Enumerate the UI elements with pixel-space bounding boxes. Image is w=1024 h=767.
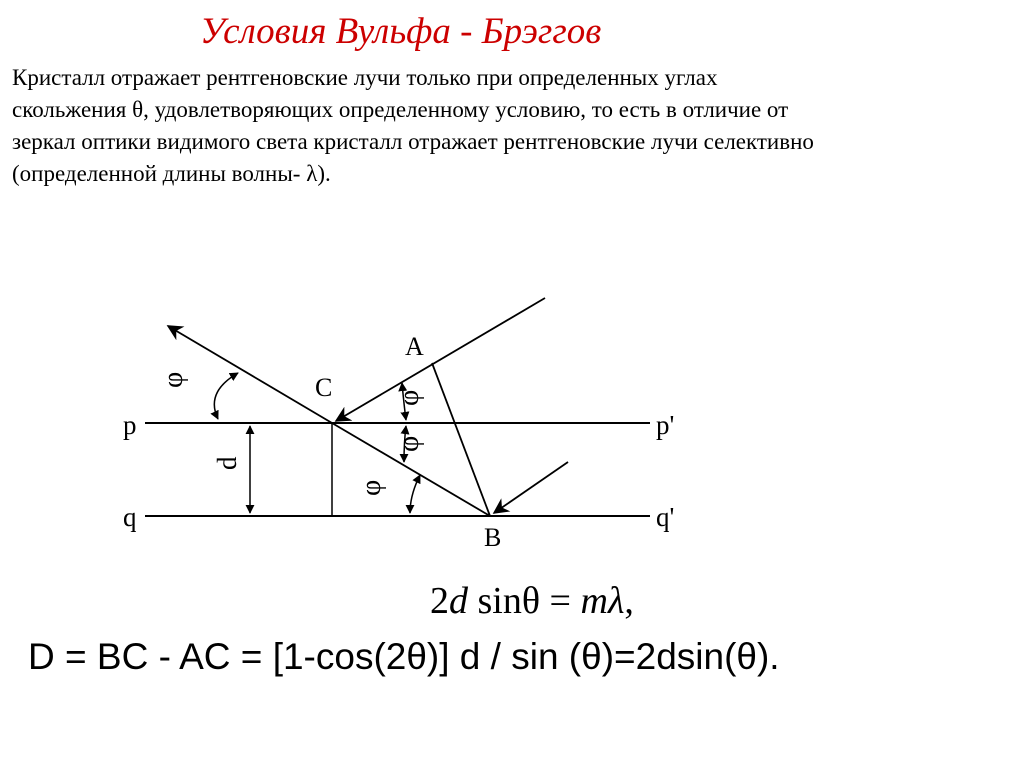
angle-label-lower: φ bbox=[356, 479, 387, 496]
description-line: скольжения θ, удовлетворяющих определенному условию, то есть в отличие от bbox=[12, 97, 789, 122]
incident-ray-c bbox=[336, 298, 545, 421]
angle-label-upper: φ bbox=[394, 389, 425, 406]
label-c: C bbox=[315, 373, 333, 402]
description-line: (определенной длины волны- λ). bbox=[12, 161, 331, 186]
bragg-m: m bbox=[580, 580, 608, 622]
angle-arc-lower bbox=[410, 475, 420, 513]
label-p-prime: p' bbox=[656, 410, 675, 440]
bragg-formula bbox=[430, 578, 634, 624]
bragg-d: d bbox=[449, 580, 468, 622]
reflected-ray-c bbox=[168, 326, 332, 423]
label-q-prime: q' bbox=[656, 502, 675, 532]
incident-ray-b bbox=[494, 462, 568, 513]
label-b: B bbox=[484, 523, 502, 552]
label-p: p bbox=[123, 410, 137, 440]
angle-label-left: φ bbox=[158, 371, 189, 388]
angle-arc-left bbox=[214, 373, 238, 419]
bragg-end: , bbox=[624, 580, 634, 622]
slide-title: Условия Вульфа - Брэггов bbox=[200, 11, 602, 52]
bragg-coef: 2 bbox=[430, 580, 449, 622]
label-q: q bbox=[123, 502, 137, 532]
ray-a-to-b bbox=[432, 363, 490, 516]
path-difference-formula: D = BC - AC = [1-cos(2θ)] d / sin (θ)=2dsin(θ). bbox=[28, 636, 780, 677]
description-line: зеркал оптики видимого света кристалл отражает рентгеновские лучи селективно bbox=[12, 129, 814, 154]
label-a: A bbox=[405, 332, 424, 361]
bragg-mid: sinθ = bbox=[468, 580, 581, 622]
description-line: Кристалл отражает рентгеновские лучи только при определенных углах bbox=[12, 65, 718, 90]
bragg-lambda: λ bbox=[607, 580, 625, 622]
label-d: d bbox=[212, 456, 242, 470]
angle-label-middle: φ bbox=[394, 435, 425, 452]
